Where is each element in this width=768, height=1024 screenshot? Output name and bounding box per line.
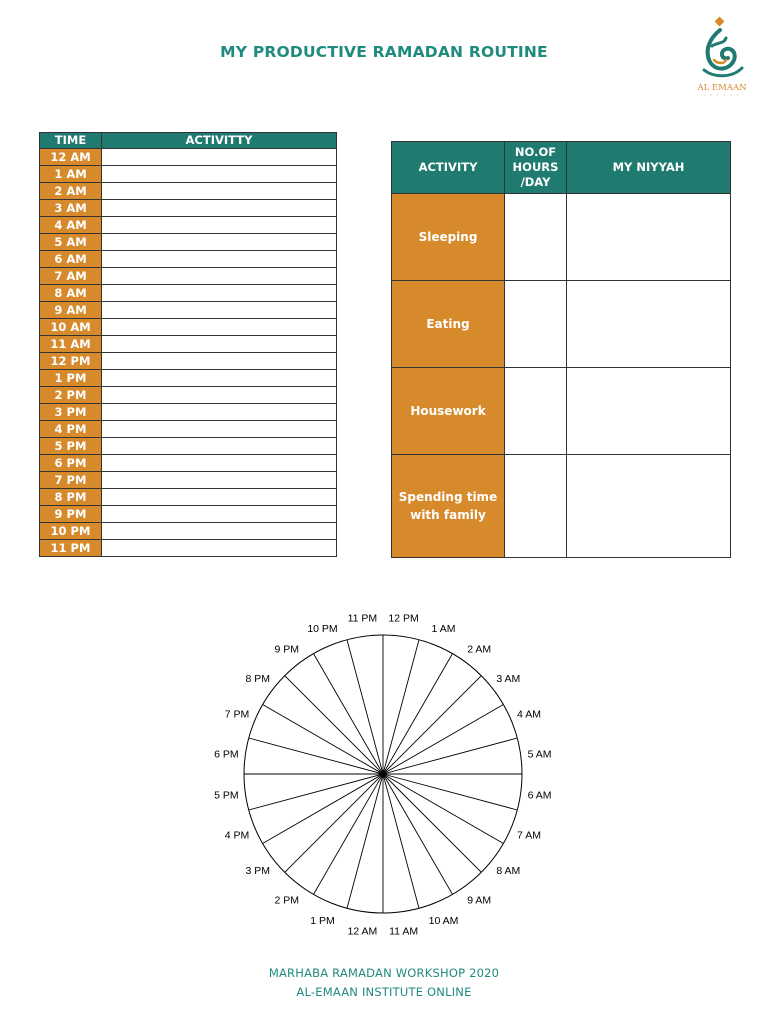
time-cell: 3 PM: [40, 404, 102, 421]
activity-cell[interactable]: [102, 489, 337, 506]
activity-cell[interactable]: [102, 183, 337, 200]
activity-cell[interactable]: [102, 302, 337, 319]
schedule-row: [40, 370, 337, 387]
activity-column-header: ACTIVITTY: [102, 133, 337, 149]
time-cell: 7 PM: [40, 472, 102, 489]
time-cell: 6 PM: [40, 455, 102, 472]
schedule-rows: [40, 149, 337, 557]
activity-cell[interactable]: [102, 268, 337, 285]
schedule-row: [40, 523, 337, 540]
wheel-hour-label: 4 PM: [224, 829, 250, 842]
activity-cell[interactable]: [102, 438, 337, 455]
wheel-hour-label: 11 PM: [347, 612, 378, 625]
wheel-hour-label: 2 PM: [274, 894, 300, 907]
niyyah-cell[interactable]: [567, 281, 731, 368]
time-cell: 4 PM: [40, 421, 102, 438]
hours-cell[interactable]: [505, 368, 567, 455]
activity-name-cell: [392, 281, 505, 368]
activity-cell[interactable]: [102, 217, 337, 234]
schedule-row: [40, 404, 337, 421]
time-cell: 10 PM: [40, 523, 102, 540]
activity-cell[interactable]: [102, 251, 337, 268]
activity-cell[interactable]: [102, 387, 337, 404]
time-cell: 2 PM: [40, 387, 102, 404]
schedule-header-row: [40, 133, 337, 149]
niyyah-row: [392, 368, 731, 455]
time-cell: 3 AM: [40, 200, 102, 217]
activity-name-line: with family: [410, 508, 486, 522]
schedule-row: [40, 387, 337, 404]
niyyah-rows: [392, 194, 731, 558]
activity-name-line: Eating: [426, 317, 470, 331]
wheel-hour-label: 9 PM: [274, 643, 300, 656]
wheel-hour-label: 8 PM: [245, 672, 270, 685]
activity-name-cell: [392, 194, 505, 281]
schedule-row: [40, 251, 337, 268]
activity-name-cell: [392, 455, 505, 558]
schedule-row: [40, 472, 337, 489]
wheel-hour-label: 10 AM: [428, 915, 459, 927]
wheel-hour-label: 12 PM: [388, 612, 419, 625]
hours-cell[interactable]: [505, 281, 567, 368]
activity-cell[interactable]: [102, 506, 337, 523]
logo-text: AL EMAAN: [697, 83, 747, 93]
activity-column-header: ACTIVITY: [392, 142, 505, 194]
schedule-row: [40, 183, 337, 200]
wheel-hour-label: 6 AM: [527, 789, 552, 802]
activity-name-line: Spending time: [398, 490, 498, 504]
time-cell: 12 PM: [40, 353, 102, 370]
niyyah-cell[interactable]: [567, 368, 731, 455]
wheel-hour-label: 9 AM: [467, 894, 492, 907]
time-cell: 11 AM: [40, 336, 102, 353]
hours-per-day-column-header: [505, 142, 567, 194]
niyyah-table: [391, 141, 731, 558]
al-emaan-logo: [690, 16, 754, 98]
time-cell: 6 AM: [40, 251, 102, 268]
schedule-row: [40, 217, 337, 234]
schedule-row: [40, 421, 337, 438]
time-cell: 11 PM: [40, 540, 102, 557]
activity-name-line: Housework: [410, 404, 486, 418]
schedule-row: [40, 149, 337, 166]
wheel-hour-label: 5 AM: [527, 748, 552, 761]
time-cell: 5 PM: [40, 438, 102, 455]
schedule-row: [40, 319, 337, 336]
time-cell: 12 AM: [40, 149, 102, 166]
schedule-row: [40, 234, 337, 251]
hours-header-line: HOURS: [512, 160, 559, 174]
time-cell: 8 AM: [40, 285, 102, 302]
schedule-row: [40, 200, 337, 217]
schedule-row: [40, 438, 337, 455]
schedule-row: [40, 302, 337, 319]
schedule-row: [40, 268, 337, 285]
activity-cell[interactable]: [102, 200, 337, 217]
wheel-hour-label: 1 AM: [431, 623, 456, 635]
time-cell: 4 AM: [40, 217, 102, 234]
activity-cell[interactable]: [102, 404, 337, 421]
wheel-hour-label: 2 AM: [467, 643, 492, 656]
activity-cell[interactable]: [102, 285, 337, 302]
activity-cell[interactable]: [102, 421, 337, 438]
activity-cell[interactable]: [102, 353, 337, 370]
activity-cell[interactable]: [102, 234, 337, 251]
wheel-hour-label: 6 PM: [214, 748, 239, 761]
activity-cell[interactable]: [102, 523, 337, 540]
time-cell: 1 AM: [40, 166, 102, 183]
hours-cell[interactable]: [505, 455, 567, 558]
schedule-row: [40, 489, 337, 506]
wheel-hour-label: 7 AM: [517, 829, 541, 842]
wheel-hour-label: 7 PM: [224, 708, 250, 721]
hours-header-line: /DAY: [520, 175, 551, 189]
niyyah-row: [392, 194, 731, 281]
schedule-row: [40, 506, 337, 523]
time-cell: 1 PM: [40, 370, 102, 387]
schedule-row: [40, 166, 337, 183]
svg-text:• • • • • •: • • • • • •: [703, 93, 741, 97]
wheel-hour-label: 8 AM: [496, 865, 521, 878]
hours-cell[interactable]: [505, 194, 567, 281]
wheel-hour-label: 5 PM: [214, 789, 239, 802]
activity-cell[interactable]: [102, 472, 337, 489]
wheel-hour-label: 3 AM: [496, 672, 521, 685]
footer-institute: AL-EMAAN INSTITUTE ONLINE: [296, 985, 472, 999]
wheel-center-dot: [381, 772, 386, 777]
activity-cell[interactable]: [102, 455, 337, 472]
time-cell: 10 AM: [40, 319, 102, 336]
niyyah-row: [392, 455, 731, 558]
clock-wheel: [200, 600, 570, 950]
time-cell: 5 AM: [40, 234, 102, 251]
time-cell: 8 PM: [40, 489, 102, 506]
wheel-hour-label: 11 AM: [389, 925, 419, 938]
wheel-hour-label: 3 PM: [245, 865, 270, 878]
wheel-hour-label: 1 PM: [310, 915, 335, 927]
schedule-row: [40, 353, 337, 370]
time-cell: 2 AM: [40, 183, 102, 200]
time-cell: 9 AM: [40, 302, 102, 319]
time-cell: 7 AM: [40, 268, 102, 285]
wheel-hour-label: 10 PM: [307, 623, 338, 635]
activity-cell[interactable]: [102, 319, 337, 336]
niyyah-column-header: MY NIYYAH: [567, 142, 731, 194]
activity-cell[interactable]: [102, 370, 337, 387]
activity-cell[interactable]: [102, 149, 337, 166]
schedule-row: [40, 285, 337, 302]
niyyah-cell[interactable]: [567, 194, 731, 281]
activity-name-cell: [392, 368, 505, 455]
schedule-table: [39, 132, 337, 557]
niyyah-row: [392, 281, 731, 368]
time-column-header: TIME: [40, 133, 102, 149]
page-title: MY PRODUCTIVE RAMADAN ROUTINE: [220, 43, 548, 61]
schedule-row: [40, 540, 337, 557]
activity-cell[interactable]: [102, 336, 337, 353]
activity-cell[interactable]: [102, 166, 337, 183]
niyyah-cell[interactable]: [567, 455, 731, 558]
niyyah-header-row: [392, 142, 731, 194]
wheel-hour-label: 12 AM: [347, 925, 378, 938]
schedule-row: [40, 336, 337, 353]
activity-name-line: Sleeping: [418, 230, 478, 244]
hours-header-line: NO.OF: [514, 145, 557, 159]
wheel-hour-label: 4 AM: [517, 708, 541, 721]
activity-cell[interactable]: [102, 540, 337, 557]
time-cell: 9 PM: [40, 506, 102, 523]
footer-workshop: MARHABA RAMADAN WORKSHOP 2020: [268, 966, 500, 980]
schedule-row: [40, 455, 337, 472]
